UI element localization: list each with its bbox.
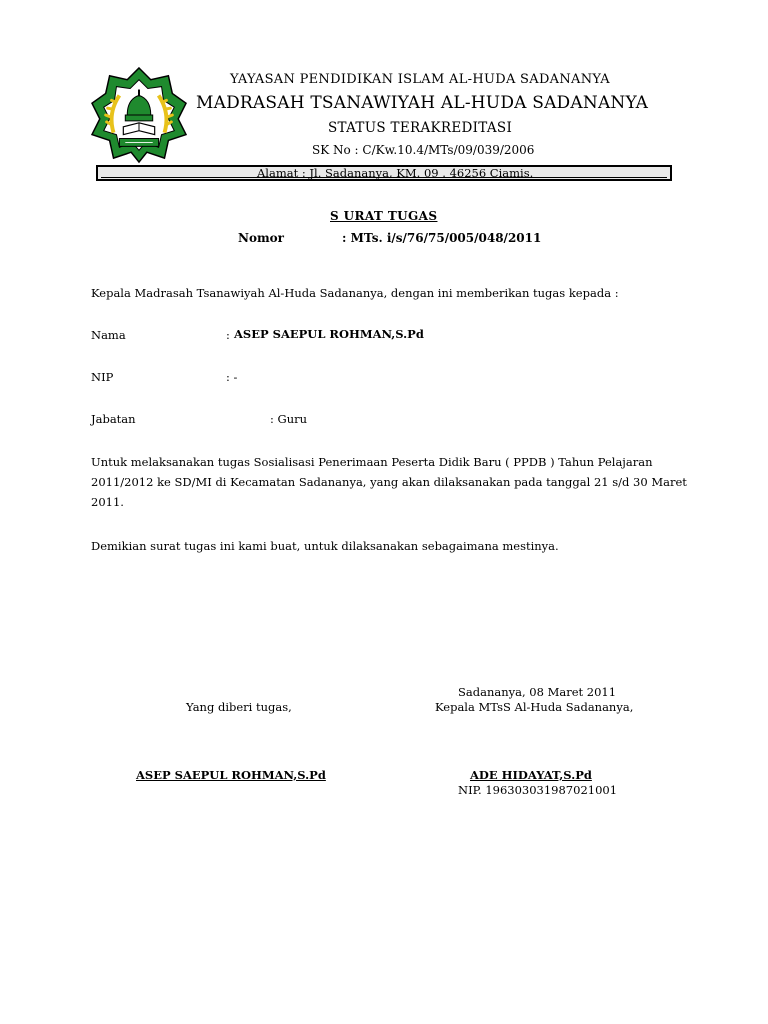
nomor-value: : MTs. i/s/76/75/005/048/2011 bbox=[342, 231, 542, 245]
address-text: Alamat : Jl. Sadananya, KM. 09 . 46256 Ciamis. bbox=[257, 166, 534, 180]
place-date: Sadananya, 08 Maret 2011 bbox=[458, 685, 617, 699]
foundation-name: YAYASAN PENDIDIKAN ISLAM AL-HUDA SADANANYA bbox=[230, 72, 610, 87]
accreditation-status: STATUS TERAKREDITASI bbox=[328, 120, 513, 136]
issuer-label: Kepala MTsS Al-Huda Sadananya, bbox=[435, 700, 634, 714]
school-name: MADRASAH TSANAWIYAH AL-HUDA SADANANYA bbox=[196, 93, 649, 113]
jabatan-value: : Guru bbox=[270, 412, 308, 426]
issuer-nip: NIP. 196303031987021001 bbox=[458, 783, 618, 797]
nomor-label: Nomor bbox=[238, 231, 284, 245]
recipient-label: Yang diberi tugas, bbox=[186, 700, 292, 714]
school-logo-icon bbox=[90, 66, 188, 164]
nama-value: ASEP SAEPUL ROHMAN,S.Pd bbox=[234, 327, 424, 341]
nama-colon: : bbox=[226, 328, 230, 342]
nip-label: NIP bbox=[91, 370, 114, 384]
intro-text: Kepala Madrasah Tsanawiyah Al-Huda Sadananya, dengan ini memberikan tugas kepada : bbox=[91, 286, 619, 300]
letter-title: S URAT TUGAS bbox=[330, 209, 438, 223]
sk-number: SK No : C/Kw.10.4/MTs/09/039/2006 bbox=[312, 143, 535, 157]
nama-label: Nama bbox=[91, 328, 126, 342]
jabatan-label: Jabatan bbox=[91, 412, 136, 426]
recipient-name: ASEP SAEPUL ROHMAN,S.Pd bbox=[136, 768, 326, 782]
issuer-name: ADE HIDAYAT,S.Pd bbox=[470, 768, 592, 782]
closing-paragraph: Demikian surat tugas ini kami buat, untuk dilaksanakan sebagaimana mestinya. bbox=[91, 539, 559, 553]
purpose-paragraph: Untuk melaksanakan tugas Sosialisasi Penerimaan Peserta Didik Baru ( PPDB ) Tahun Pelajaran 2011/2012 ke SD/MI di Kecamatan Sadananya, yang akan dilaksanakan pada tanggal 21 s/d 30 Maret 2011. bbox=[91, 455, 687, 509]
nip-value: : - bbox=[226, 370, 238, 384]
